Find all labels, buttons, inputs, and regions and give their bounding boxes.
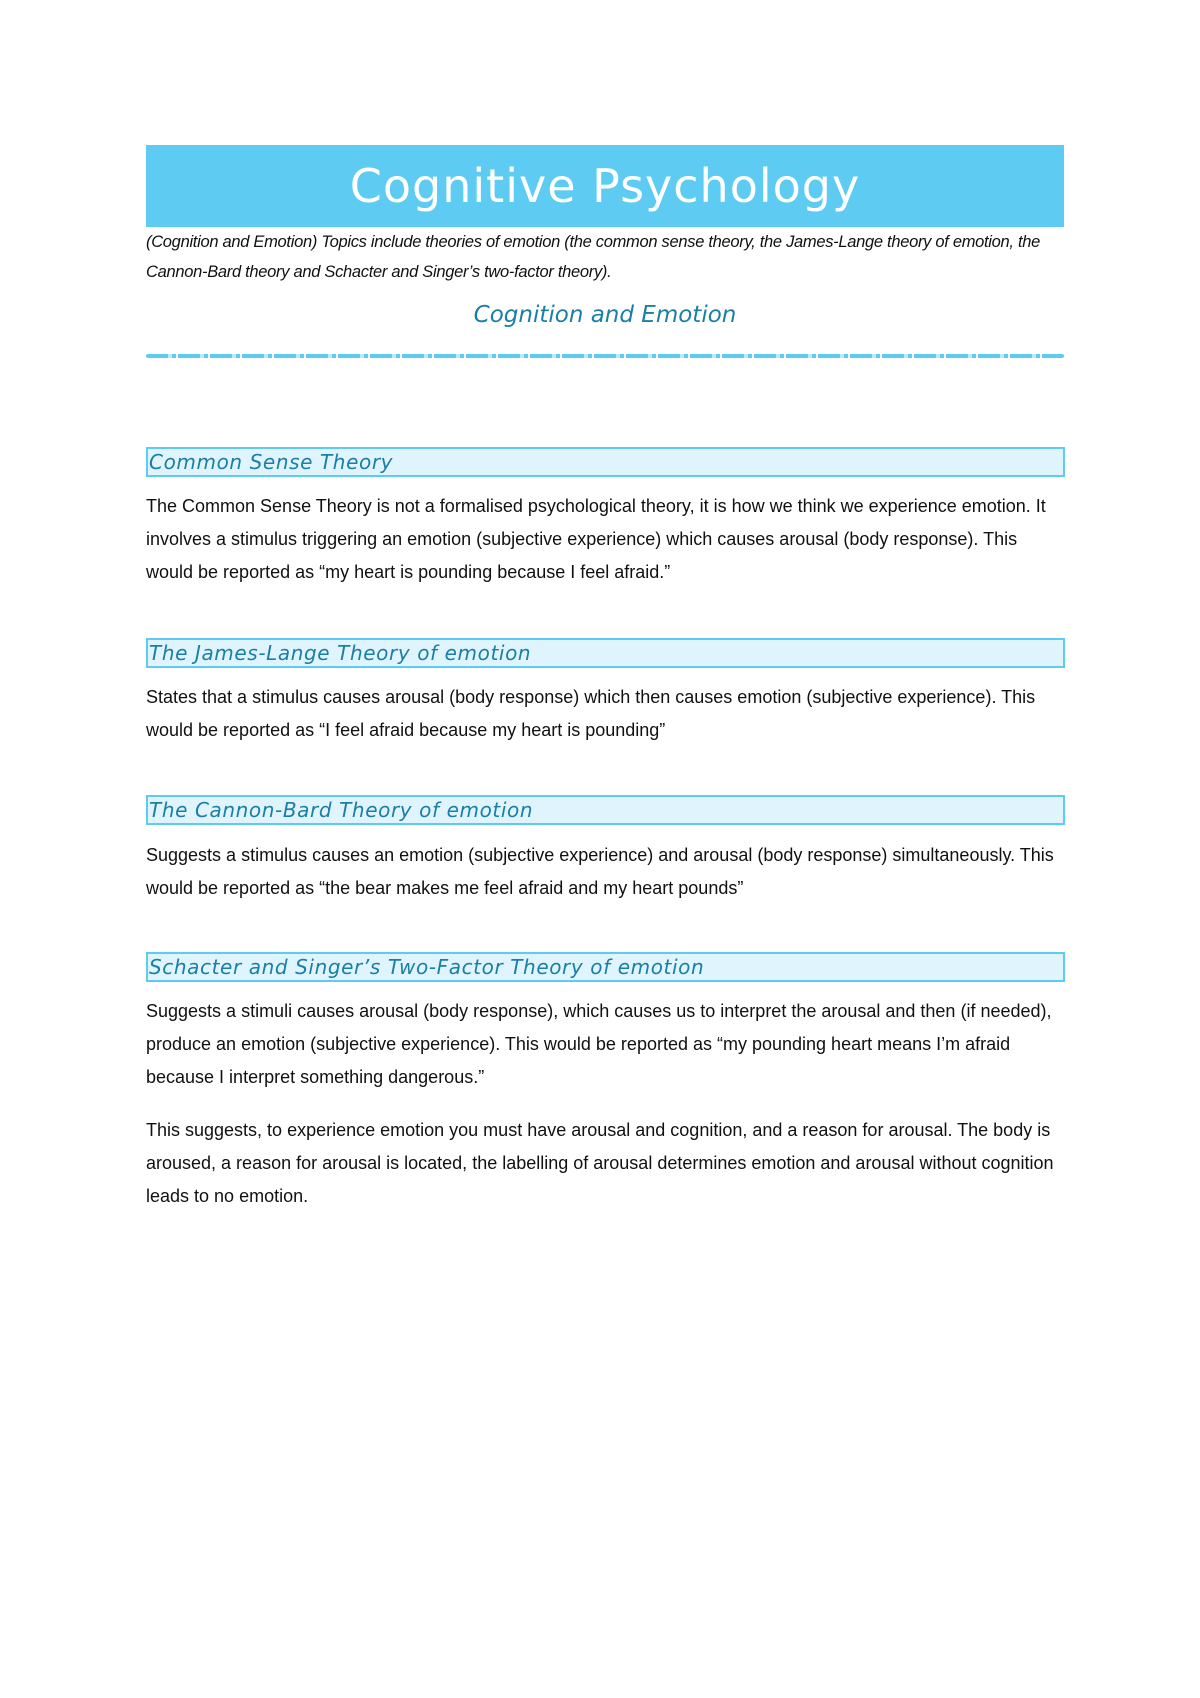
document-title: Cognitive Psychology: [349, 159, 861, 213]
paragraph: Suggests a stimulus causes an emotion (subjective experience) and arousal (body response) simultaneously. This would be reported as “the bear makes me feel afraid and my heart pounds”: [146, 845, 1054, 898]
paragraph: This suggests, to experience emotion you must have arousal and cognition, and a reason for arousal. The body is aroused, a reason for arousal is located, the labelling of arousal determines emotion and arousal without cognition leads to no emotion.: [146, 1120, 1054, 1206]
paragraph: The Common Sense Theory is not a formalised psychological theory, it is how we think we experience emotion. It involves a stimulus triggering an emotion (subjective experience) which causes arousal (body response). This would be reported as “my heart is pounding because I feel afraid.”: [146, 496, 1046, 582]
heading-james-lange: The James-Lange Theory of emotion: [146, 638, 1065, 668]
section-title: Cognition and Emotion: [473, 302, 737, 328]
divider: [146, 354, 1064, 358]
heading-two-factor: Schacter and Singer’s Two-Factor Theory of emotion: [146, 952, 1065, 982]
heading-cannon-bard: The Cannon-Bard Theory of emotion: [146, 795, 1065, 825]
title-banner: [146, 145, 1064, 227]
subtitle: (Cognition and Emotion) Topics include theories of emotion (the common sense theory, the James-Lange theory of emotion, the Cannon-Bard theory and Schacter and Singer’s two-factor theory).: [146, 233, 1041, 281]
paragraph: States that a stimulus causes arousal (body response) which then causes emotion (subjective experience). This would be reported as “I feel afraid because my heart is pounding”: [146, 687, 1036, 740]
heading-common-sense: Common Sense Theory: [146, 447, 1065, 477]
paragraph: Suggests a stimuli causes arousal (body response), which causes us to interpret the arousal and then (if needed), produce an emotion (subjective experience). This would be reported as “my pounding heart means I’m afraid because I interpret something dangerous.”: [146, 1001, 1052, 1087]
